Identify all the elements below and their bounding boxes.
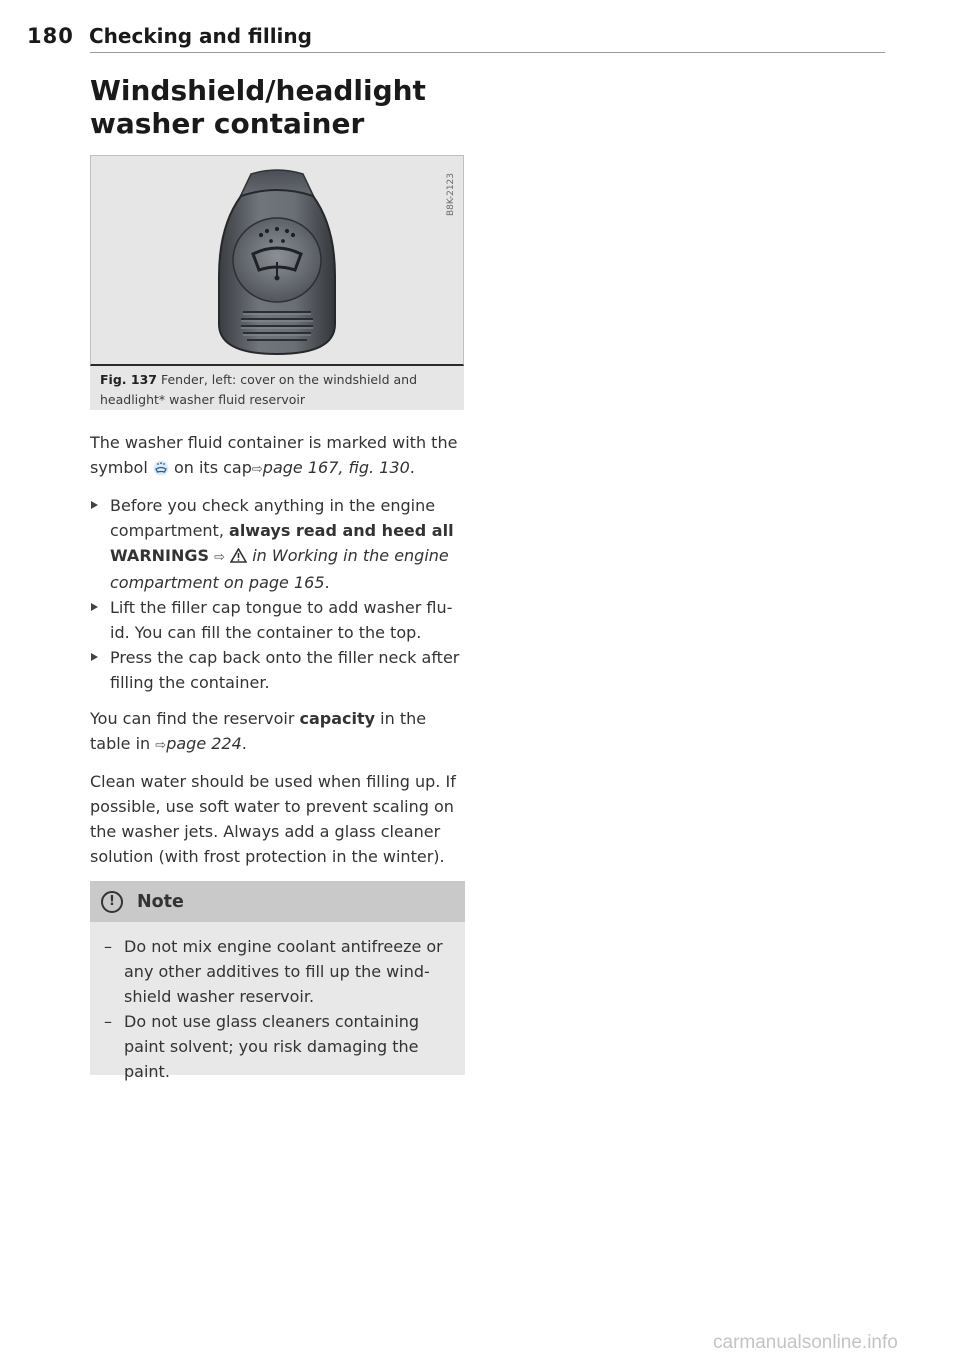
bullet-triangle-icon xyxy=(91,501,98,509)
intro-text-2: on its cap xyxy=(173,458,252,477)
capacity-bold: capacity xyxy=(299,709,376,728)
intro-reference[interactable]: page 167, fig. 130 xyxy=(262,458,410,477)
step-text: Before you check anything in the engine compartment, xyxy=(110,496,436,540)
intro-text: The washer fluid container is marked with the symbol xyxy=(90,433,458,477)
clean-water-paragraph: Clean water should be used when filling up. If possible, use soft water to prevent scaling on the washer jets. Always add a glass cleaner solution (with frost protection in the winter). xyxy=(90,772,456,866)
note-title: Note xyxy=(137,891,184,912)
figure-image xyxy=(90,155,464,366)
note-item: – Do not use glass cleaners containing paint solvent; you risk damaging the paint. xyxy=(104,1009,451,1084)
cross-reference-arrow-icon: ⇨ xyxy=(251,462,263,477)
step-reference[interactable]: in Working in the engine compartment on page 165 xyxy=(110,546,449,592)
step-end: . xyxy=(324,573,330,592)
title-line-1: Windshield/headlight xyxy=(90,74,426,107)
step-text: Lift the filler cap tongue to add washer flu-id. You can fill the container to the top. xyxy=(110,598,453,642)
figure-code: B8K-2123 xyxy=(446,172,456,216)
intro-paragraph xyxy=(90,430,468,482)
note-box xyxy=(90,881,465,1081)
section-title: Checking and filling xyxy=(89,24,312,48)
body-content xyxy=(90,430,468,880)
intro-end: . xyxy=(409,458,415,477)
capacity-end: . xyxy=(241,734,247,753)
washer-fluid-symbol-icon xyxy=(153,460,169,476)
exclamation-circle-icon: ! xyxy=(101,891,123,913)
capacity-text: You can find the reservoir xyxy=(90,709,295,728)
step-text: Press the cap back onto the filler neck after filling the container. xyxy=(110,648,460,692)
step-item xyxy=(90,493,468,595)
caption-label: Fig. 137 xyxy=(100,372,157,387)
cross-reference-arrow-icon: ⇨ xyxy=(214,550,226,565)
step-item xyxy=(90,645,468,695)
page-title xyxy=(90,74,426,140)
cross-reference-arrow-icon: ⇨ xyxy=(155,738,167,753)
step-item xyxy=(90,595,468,645)
capacity-reference[interactable]: page 224 xyxy=(166,734,242,753)
note-item: – Do not mix engine coolant antifreeze or any other additives to fill up the wind-shield washer reservoir. xyxy=(104,934,451,1009)
header-rule xyxy=(90,52,885,53)
bullet-triangle-icon xyxy=(91,653,98,661)
step-bold-text: always read and heed all WARNINGS xyxy=(110,521,454,565)
watermark: carmanualsonline.info xyxy=(713,1332,898,1353)
capacity-paragraph xyxy=(90,706,468,758)
title-line-2: washer container xyxy=(90,107,365,140)
note-header xyxy=(90,881,465,922)
warning-triangle-icon xyxy=(230,548,247,563)
washer-fluid-cap-icon xyxy=(91,156,463,364)
bullet-triangle-icon xyxy=(91,603,98,611)
capacity-text-2: in the table in xyxy=(90,709,427,753)
note-list xyxy=(90,922,465,1084)
page-number: 180 xyxy=(27,24,74,48)
caption-text: Fender, left: cover on the windshield and headlight* washer fluid reservoir xyxy=(100,372,418,407)
figure-caption xyxy=(90,366,464,410)
step-list xyxy=(90,493,468,695)
